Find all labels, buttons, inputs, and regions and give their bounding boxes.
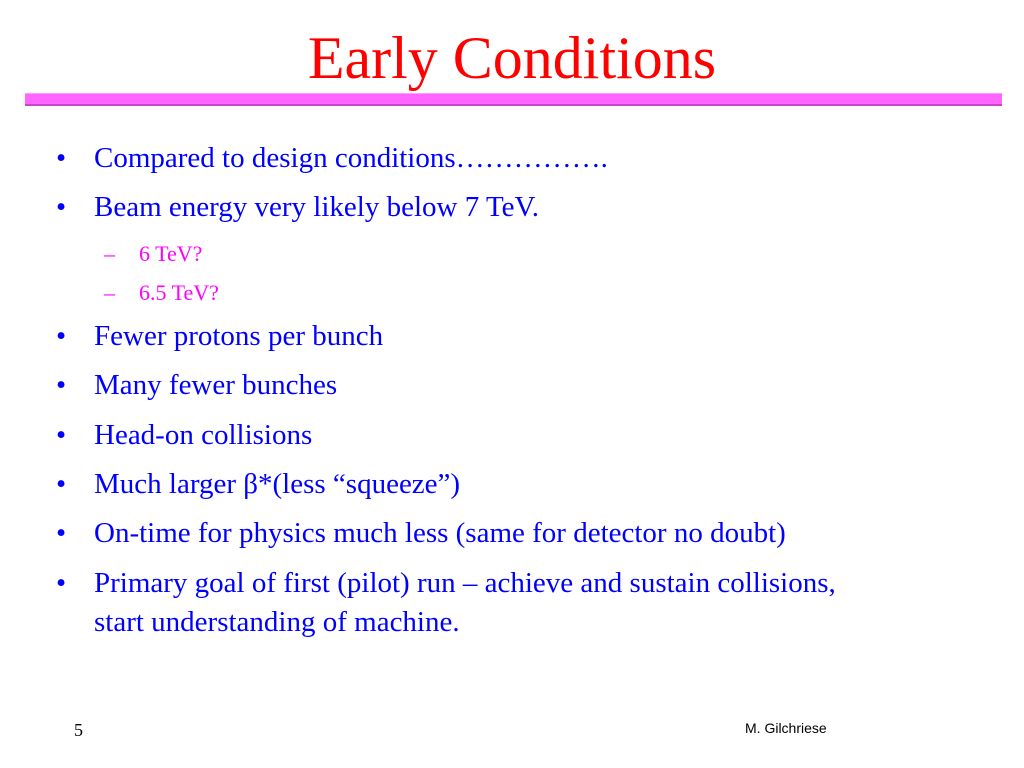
bullet-marker: •: [56, 419, 67, 451]
bullet-text: Much larger β*(less “squeeze”): [94, 468, 461, 500]
page-number: 5: [74, 720, 83, 740]
bullet-text: On-time for physics much less (same for detector no doubt): [94, 517, 786, 549]
bullet-marker: •: [56, 468, 67, 500]
sub-bullet-marker: –: [104, 241, 115, 266]
sub-bullet-marker: –: [104, 280, 115, 305]
sub-bullet-text: 6 TeV?: [139, 241, 203, 266]
bullet-text: Compared to design conditions…………….: [94, 142, 608, 174]
bullet-marker: •: [56, 517, 67, 549]
bullet-text: Many fewer bunches: [94, 369, 338, 401]
author-footer: M. Gilchriese: [745, 720, 827, 736]
bullet-text: Primary goal of first (pilot) run – achieve and sustain collisions, start understanding of machine.: [94, 567, 836, 638]
bullet-text: Fewer protons per bunch: [94, 320, 384, 352]
bullet-marker: •: [56, 369, 67, 401]
bullet-text: Head-on collisions: [94, 419, 313, 451]
bullet-text: Beam energy very likely below 7 TeV.: [94, 191, 539, 223]
bullet-marker: •: [56, 142, 67, 174]
bullet-marker: •: [56, 320, 67, 352]
sub-bullet-text: 6.5 TeV?: [139, 280, 219, 305]
bullet-marker: •: [56, 191, 67, 223]
bullet-marker: •: [56, 567, 67, 599]
slide-title: Early Conditions: [307, 25, 717, 91]
